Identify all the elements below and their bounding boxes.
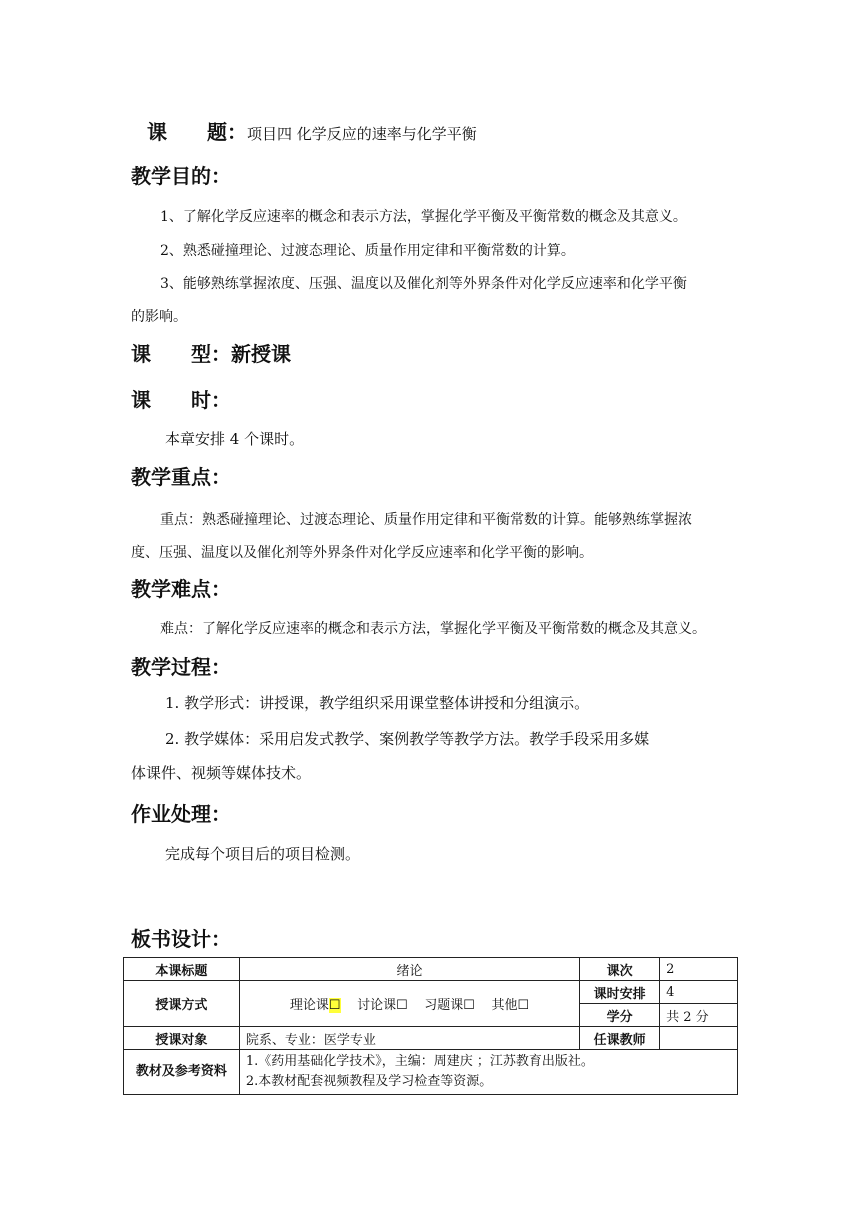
- board-design-table: [123, 957, 738, 1095]
- materials-label: 教材及参考资料: [124, 1050, 240, 1095]
- count-value: 2: [660, 958, 738, 981]
- board-design-heading: 板书设计：: [131, 927, 231, 951]
- process-heading: 教学过程：: [131, 655, 231, 679]
- objective-item-2: 2、熟悉碰撞理论、过渡态理论、质量作用定律和平衡常数的计算。: [160, 243, 575, 259]
- objective-item-1: 1、了解化学反应速率的概念和表示方法，掌握化学平衡及平衡常数的概念及其意义。: [160, 209, 687, 225]
- title-label: 本课标题: [124, 958, 240, 981]
- topic-value: 项目四 化学反应的速率与化学平衡: [247, 125, 477, 143]
- audience-label: 授课对象: [124, 1027, 240, 1050]
- lesson-type-line: [131, 338, 291, 367]
- key-points-heading: 教学重点：: [131, 465, 231, 489]
- lesson-type-value: 新授课: [231, 342, 291, 366]
- objectives-heading: 教学目的：: [131, 164, 231, 188]
- lesson-time-text: 本章安排 4 个课时。: [165, 430, 305, 448]
- topic-line: [147, 116, 477, 145]
- objective-item-3: 3、能够熟练掌握浓度、压强、温度以及催化剂等外界条件对化学反应速率和化学平衡: [160, 276, 687, 292]
- credit-value: 共 2 分: [660, 1004, 738, 1027]
- hours-value: 4: [660, 981, 738, 1004]
- teacher-label: 任课教师: [580, 1027, 660, 1050]
- hours-label: 课时安排: [580, 981, 660, 1004]
- homework-heading: 作业处理：: [131, 802, 231, 826]
- lesson-type-label: 课 型：: [131, 342, 231, 366]
- lesson-time-label: 课 时：: [131, 388, 231, 412]
- difficulties-heading: 教学难点：: [131, 577, 231, 601]
- mode-exercise: 习题课: [424, 998, 464, 1013]
- table-row: [124, 1050, 738, 1095]
- topic-label: 课 题：: [147, 120, 247, 144]
- key-points-line-2: 度、压强、温度以及催化剂等外界条件对化学反应速率和化学平衡的影响。: [131, 545, 593, 561]
- teacher-value: [660, 1027, 738, 1050]
- checkbox-icon[interactable]: ☐: [396, 998, 408, 1013]
- checkbox-icon[interactable]: ☐: [517, 998, 530, 1013]
- process-line-2: 2. 教学媒体：采用启发式教学、案例教学等教学方法。教学手段采用多媒: [165, 730, 650, 748]
- table-row: [124, 1027, 738, 1050]
- mode-options: [239, 981, 579, 1027]
- mode-label: 授课方式: [124, 981, 240, 1027]
- count-label: 课次: [580, 958, 660, 981]
- mode-other: 其他: [491, 998, 518, 1013]
- credit-label: 学分: [580, 1004, 660, 1027]
- objective-item-3-cont: 的影响。: [131, 309, 187, 325]
- homework-text: 完成每个项目后的项目检测。: [165, 845, 361, 863]
- table-row: [124, 981, 738, 1004]
- checkbox-icon[interactable]: ☐: [328, 998, 341, 1013]
- checkbox-icon[interactable]: ☐: [463, 998, 475, 1013]
- mode-discussion: 讨论课: [357, 998, 397, 1013]
- process-line-3: 体课件、视频等媒体技术。: [131, 764, 312, 782]
- mode-theory: 理论课: [289, 998, 329, 1013]
- materials-item-2: 2.本教材配套视频教程及学习检查等资源。: [245, 1074, 493, 1089]
- difficulties-text: 难点：了解化学反应速率的概念和表示方法，掌握化学平衡及平衡常数的概念及其意义。: [160, 621, 706, 637]
- process-line-1: 1. 教学形式：讲授课，教学组织采用课堂整体讲授和分组演示。: [165, 694, 590, 712]
- title-value: 绪论: [239, 958, 579, 981]
- materials-cell: [239, 1050, 737, 1095]
- audience-value: 院系、专业：医学专业: [239, 1027, 579, 1050]
- key-points-line-1: 重点：熟悉碰撞理论、过渡态理论、质量作用定律和平衡常数的计算。能够熟练掌握浓: [160, 512, 692, 528]
- table-row: [124, 958, 738, 981]
- materials-item-1: 1.《药用基础化学技术》，主编：周建庆 ；江苏教育出版社。: [245, 1054, 594, 1069]
